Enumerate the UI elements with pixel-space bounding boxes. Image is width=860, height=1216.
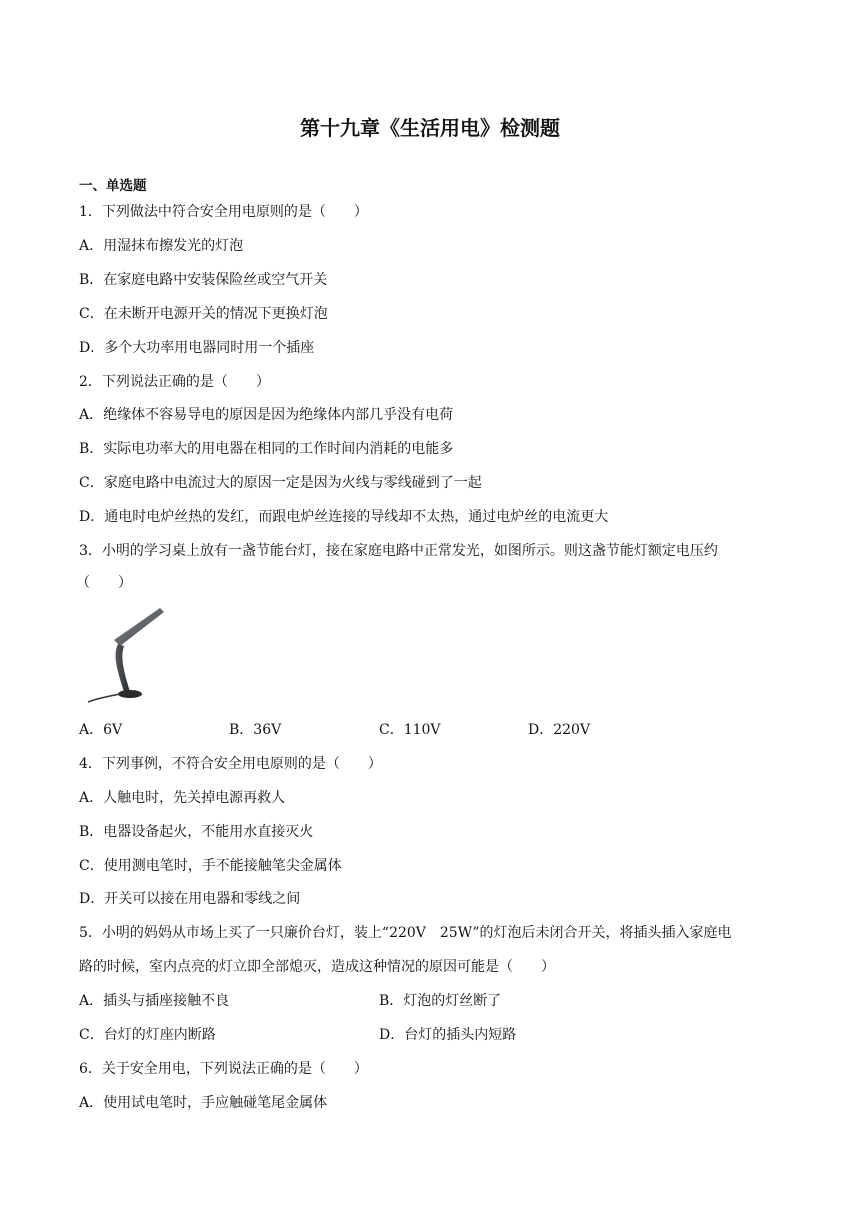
q1-option-a: A．用湿抹布擦发光的灯泡 — [79, 238, 244, 254]
q4-option-a: A．人触电时，先关掉电源再救人 — [79, 790, 286, 806]
q3-option-c: C．110V — [379, 722, 441, 738]
q2-option-d: D．通电时电炉丝热的发红，而跟电炉丝连接的导线却不太热，通过电炉丝的电流更大 — [79, 509, 609, 525]
q1-option-b: B．在家庭电路中安装保险丝或空气开关 — [79, 272, 328, 288]
q1-stem: 1．下列做法中符合安全用电原则的是（ ） — [79, 204, 368, 220]
q3-stem-line2: （ ） — [76, 575, 132, 591]
q6-option-a: A．使用试电笔时，手应触碰笔尾金属体 — [79, 1095, 328, 1111]
q2-option-a: A．绝缘体不容易导电的原因是因为绝缘体内部几乎没有电荷 — [79, 407, 454, 423]
q5-option-b: B．灯泡的灯丝断了 — [379, 993, 502, 1009]
q4-stem: 4．下列事例，不符合安全用电原则的是（ ） — [79, 756, 382, 772]
q3-option-b: B．36V — [229, 722, 282, 738]
q5-stem-line1: 5．小明的妈妈从市场上买了一只廉价台灯，装上“220V 25W”的灯泡后未闭合开关，将插头插入家庭电 — [79, 925, 732, 941]
q3-stem-line1: 3．小明的学习桌上放有一盏节能台灯，接在家庭电路中正常发光，如图所示。则这盏节能灯额定电压约 — [79, 543, 718, 559]
section-heading: 一、单选题 — [79, 178, 147, 194]
q4-option-c: C．使用测电笔时，手不能接触笔尖金属体 — [79, 858, 342, 874]
q2-option-c: C．家庭电路中电流过大的原因一定是因为火线与零线碰到了一起 — [79, 475, 482, 491]
page-title: 第十九章《生活用电》检测题 — [300, 116, 560, 140]
q2-option-b: B．实际电功率大的用电器在相同的工作时间内消耗的电能多 — [79, 441, 454, 457]
q5-option-c: C．台灯的灯座内断路 — [79, 1027, 216, 1043]
desk-lamp-image — [84, 604, 172, 704]
q3-option-d: D．220V — [528, 722, 591, 738]
q5-stem-line2: 路的时候，室内点亮的灯立即全部熄灭，造成这种情况的原因可能是（ ） — [79, 959, 555, 975]
q1-option-c: C．在未断开电源开关的情况下更换灯泡 — [79, 306, 328, 322]
q2-stem: 2．下列说法正确的是（ ） — [79, 374, 270, 390]
q6-stem: 6．关于安全用电，下列说法正确的是（ ） — [79, 1061, 368, 1077]
q3-option-a: A．6V — [79, 722, 123, 738]
q1-option-d: D．多个大功率用电器同时用一个插座 — [79, 340, 315, 356]
q4-option-d: D．开关可以接在用电器和零线之间 — [79, 891, 301, 907]
q4-option-b: B．电器设备起火，不能用水直接灭火 — [79, 824, 314, 840]
q5-option-a: A．插头与插座接触不良 — [79, 993, 230, 1009]
q5-option-d: D．台灯的插头内短路 — [379, 1027, 517, 1043]
